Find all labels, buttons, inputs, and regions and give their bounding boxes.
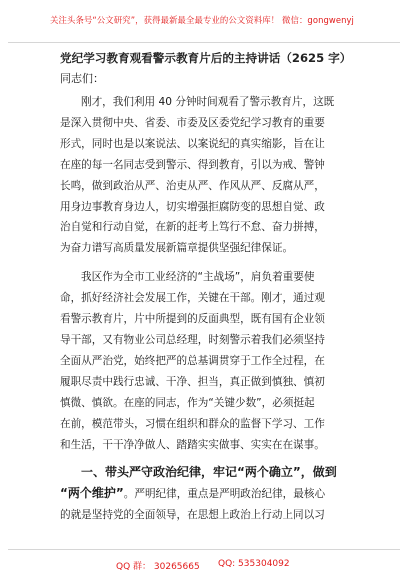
paragraph-line: 命，抓好经济社会发展工作，关键在干部。刚才，通过观 bbox=[60, 292, 325, 305]
document-title: 党纪学习教育观看警示教育片后的主持讲话（2625 字） bbox=[60, 51, 352, 65]
paragraph-line bbox=[60, 483, 364, 505]
paragraph-line: 我区作为全市工业经济的“主战场”，肩负着重要使 bbox=[81, 271, 315, 284]
paragraph-line: 导干部，又有物业公司总经理，时刻警示着我们必须坚持 bbox=[60, 333, 325, 346]
section-heading-text-continued: “两个维护” bbox=[60, 486, 124, 501]
section-heading-1 bbox=[60, 461, 364, 483]
paragraph-line: 慎微、慎欲。在座的同志，作为“关键少数”，必须挺起 bbox=[60, 396, 315, 409]
top-banner bbox=[8, 0, 400, 43]
paragraph-line: 全面从严治党，始终把严的总基调贯穿于工作全过程，在 bbox=[60, 354, 325, 367]
paragraph-line: 形式，同时也是以案说法、以案说纪的真实缩影，旨在让 bbox=[60, 137, 325, 150]
qq-contact-number: QQ: 535304092 bbox=[218, 559, 290, 569]
section-heading-text: 一、带头严守政治纪律，牢记“两个确立”，做到 bbox=[81, 465, 337, 480]
section-body-text: 。严明纪律，重点是严明政治纪律，最核心 bbox=[123, 488, 326, 501]
paragraph-line: 履职尽责中践行忠诚、干净、担当，真正做到慎独、慎初 bbox=[60, 375, 325, 388]
bottom-banner bbox=[8, 549, 400, 580]
paragraph-line: 用身边事教育身边人，切实增强拒腐防变的思想自觉、政 bbox=[60, 200, 325, 213]
section-1-body bbox=[60, 483, 364, 526]
paragraph-1 bbox=[60, 92, 364, 259]
paragraph-line: 刚才，我们利用 40 分钟时间观看了警示教育片，这既 bbox=[81, 96, 335, 108]
paragraph-line: 的就是坚持党的全面领导，在思想上政治上行动上同以习 bbox=[60, 509, 325, 522]
promo-banner-text: 关注头条号“公文研究”，获得最新最全最专业的公文资料库！ 微信：gongwenyj bbox=[50, 15, 354, 25]
paragraph-line: 在座的每一名同志受到警示、得到教育，引以为戒、警钟 bbox=[60, 158, 325, 171]
paragraph-line: 为奋力谱写高质量发展新篇章提供坚强纪律保证。 bbox=[60, 242, 294, 255]
document-body bbox=[60, 50, 364, 526]
paragraph-2 bbox=[60, 267, 364, 455]
paragraph-line: 长鸣，做到政治从严、治吏从严、作风从严、反腐从严， bbox=[60, 179, 325, 192]
paragraph-line: 看警示教育片，片中所提到的反面典型，既有国有企业领 bbox=[60, 313, 325, 326]
qq-group-number: QQ 群： 30265665 bbox=[116, 562, 200, 572]
paragraph-line: 是深入贯彻中央、省委、市委及区委党纪学习教育的重要 bbox=[60, 116, 325, 129]
paragraph-line: 和生活，干干净净做人、踏踏实实做事、实实在在谋事。 bbox=[60, 438, 325, 451]
paragraph-line: 在前，模范带头，习惯在组织和群众的监督下学习、工作 bbox=[60, 417, 325, 430]
salutation: 同志们： bbox=[60, 72, 104, 85]
paragraph-line: 治自觉和行动自觉，在新的赶考上笃行不怠、奋力拼搏， bbox=[60, 221, 325, 234]
